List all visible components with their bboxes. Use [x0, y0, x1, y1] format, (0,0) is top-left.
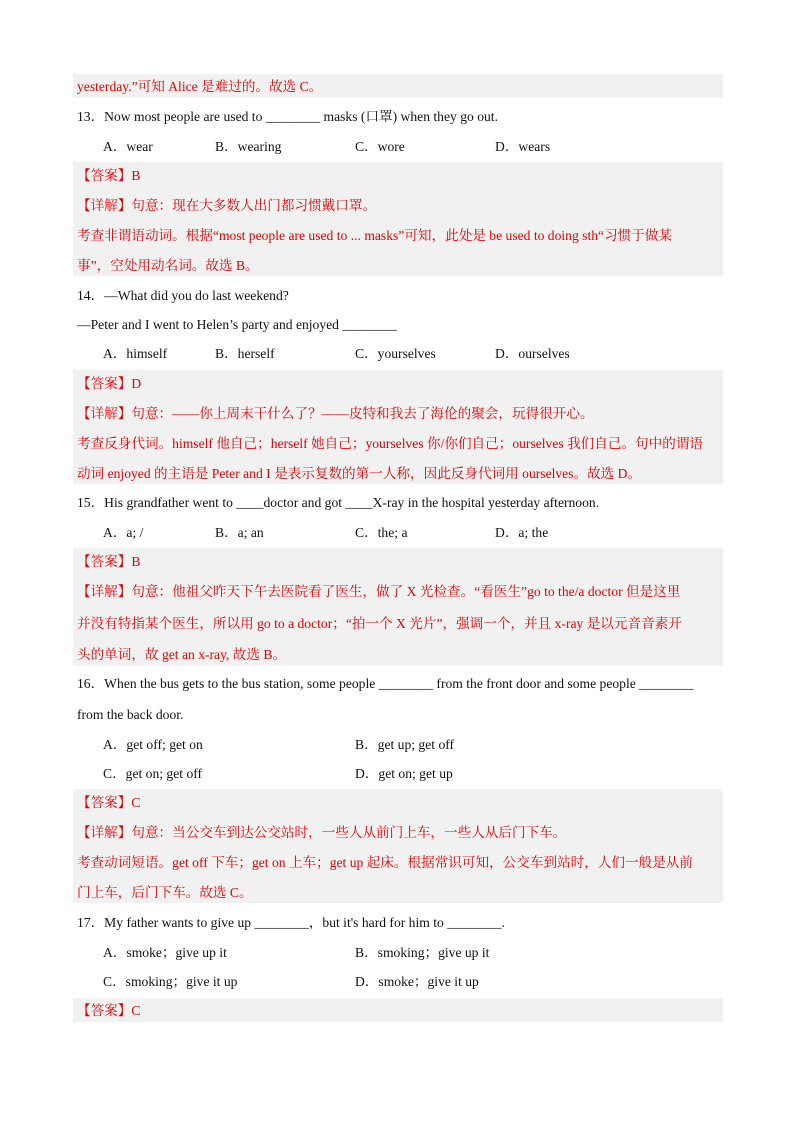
option-c: C．wore — [355, 139, 405, 154]
explanation-line: 考查反身代词。himself 他自己；herself 她自己；yourselves 你/你们自己；ourselves 我们自己。句中的谓语 — [77, 436, 704, 451]
question-16-stem-line2: from the back door. — [77, 707, 184, 722]
question-13-stem: 13．Now most people are used to ________ masks (口罩) when they go out. — [77, 109, 498, 124]
explanation-line: 【详解】句意：——你上周末干什么了？——皮特和我去了海伦的聚会，玩得很开心。 — [77, 406, 594, 421]
option-b: B．herself — [215, 346, 275, 361]
explanation-line: 并没有特指某个医生，所以用 go to a doctor；“拍一个 X 光片”，强调一个，并且 x-ray 是以元音音素开 — [77, 616, 682, 631]
option-d: D．wears — [495, 139, 551, 154]
explanation-line: yesterday.”可知 Alice 是难过的。故选 C。 — [77, 79, 323, 94]
explanation-line: 事”，空处用动名词。故选 B。 — [77, 258, 259, 273]
answer-label: 【答案】B — [77, 168, 141, 183]
option-a: A．a; / — [103, 525, 144, 540]
explanation-line: 考查非谓语动词。根据“most people are used to ... masks”可知，此处是 be used to doing sth“习惯于做某 — [77, 228, 673, 243]
option-d: D．ourselves — [495, 346, 570, 361]
explanation-line: 头的单词，故 get an x-ray, 故选 B。 — [77, 647, 287, 662]
option-c: C．smoking；give it up — [103, 974, 238, 989]
answer-label: 【答案】B — [77, 554, 141, 569]
option-a: A．smoke；give up it — [103, 945, 227, 960]
option-a: A．himself — [103, 346, 168, 361]
question-14-stem: 14．—What did you do last weekend? — [77, 288, 289, 303]
question-16-stem: 16．When the bus gets to the bus station, some people ________ from the front door and some people ________ — [77, 676, 694, 691]
option-b: B．a; an — [215, 525, 264, 540]
option-c: C．get on; get off — [103, 766, 203, 781]
option-a: A．get off; get on — [103, 737, 203, 752]
question-15-stem: 15．His grandfather went to ____doctor and got ____X-ray in the hospital yesterday afternoon. — [77, 495, 600, 510]
option-a: A．wear — [103, 139, 153, 154]
explanation-line: 【详解】句意：当公交车到达公交站时，一些人从前门上车，一些人从后门下车。 — [77, 825, 567, 840]
answer-label: 【答案】C — [77, 795, 141, 810]
explanation-line: 动词 enjoyed 的主语是 Peter and I 是表示复数的第一人称，因此反身代词用 ourselves。故选 D。 — [77, 466, 642, 481]
answer-label: 【答案】C — [77, 1003, 141, 1018]
option-b: B．smoking；give up it — [355, 945, 490, 960]
question-17-stem: 17．My father wants to give up ________，but it's hard for him to ________. — [77, 915, 505, 930]
explanation-line: 【详解】句意：他祖父昨天下午去医院看了医生，做了 X 光检查。“看医生”go to the/a doctor 但是这里 — [77, 584, 681, 599]
option-d: D．get on; get up — [355, 766, 453, 781]
option-b: B．get up; get off — [355, 737, 455, 752]
question-14-stem-line2: —Peter and I went to Helen’s party and enjoyed ________ — [77, 317, 397, 332]
explanation-line: 考查动词短语。get off 下车；get on 上车；get up 起床。根据常识可知，公交车到站时，人们一般是从前 — [77, 855, 693, 870]
option-b: B．wearing — [215, 139, 282, 154]
explanation-line: 门上车，后门下车。故选 C。 — [77, 885, 253, 900]
option-c: C．the; a — [355, 525, 408, 540]
explanation-line: 【详解】句意：现在大多数人出门都习惯戴口罩。 — [77, 198, 377, 213]
option-d: D．smoke；give it up — [355, 974, 479, 989]
option-c: C．yourselves — [355, 346, 436, 361]
answer-label: 【答案】D — [77, 376, 142, 391]
answer-box — [73, 998, 723, 1022]
option-d: D．a; the — [495, 525, 549, 540]
